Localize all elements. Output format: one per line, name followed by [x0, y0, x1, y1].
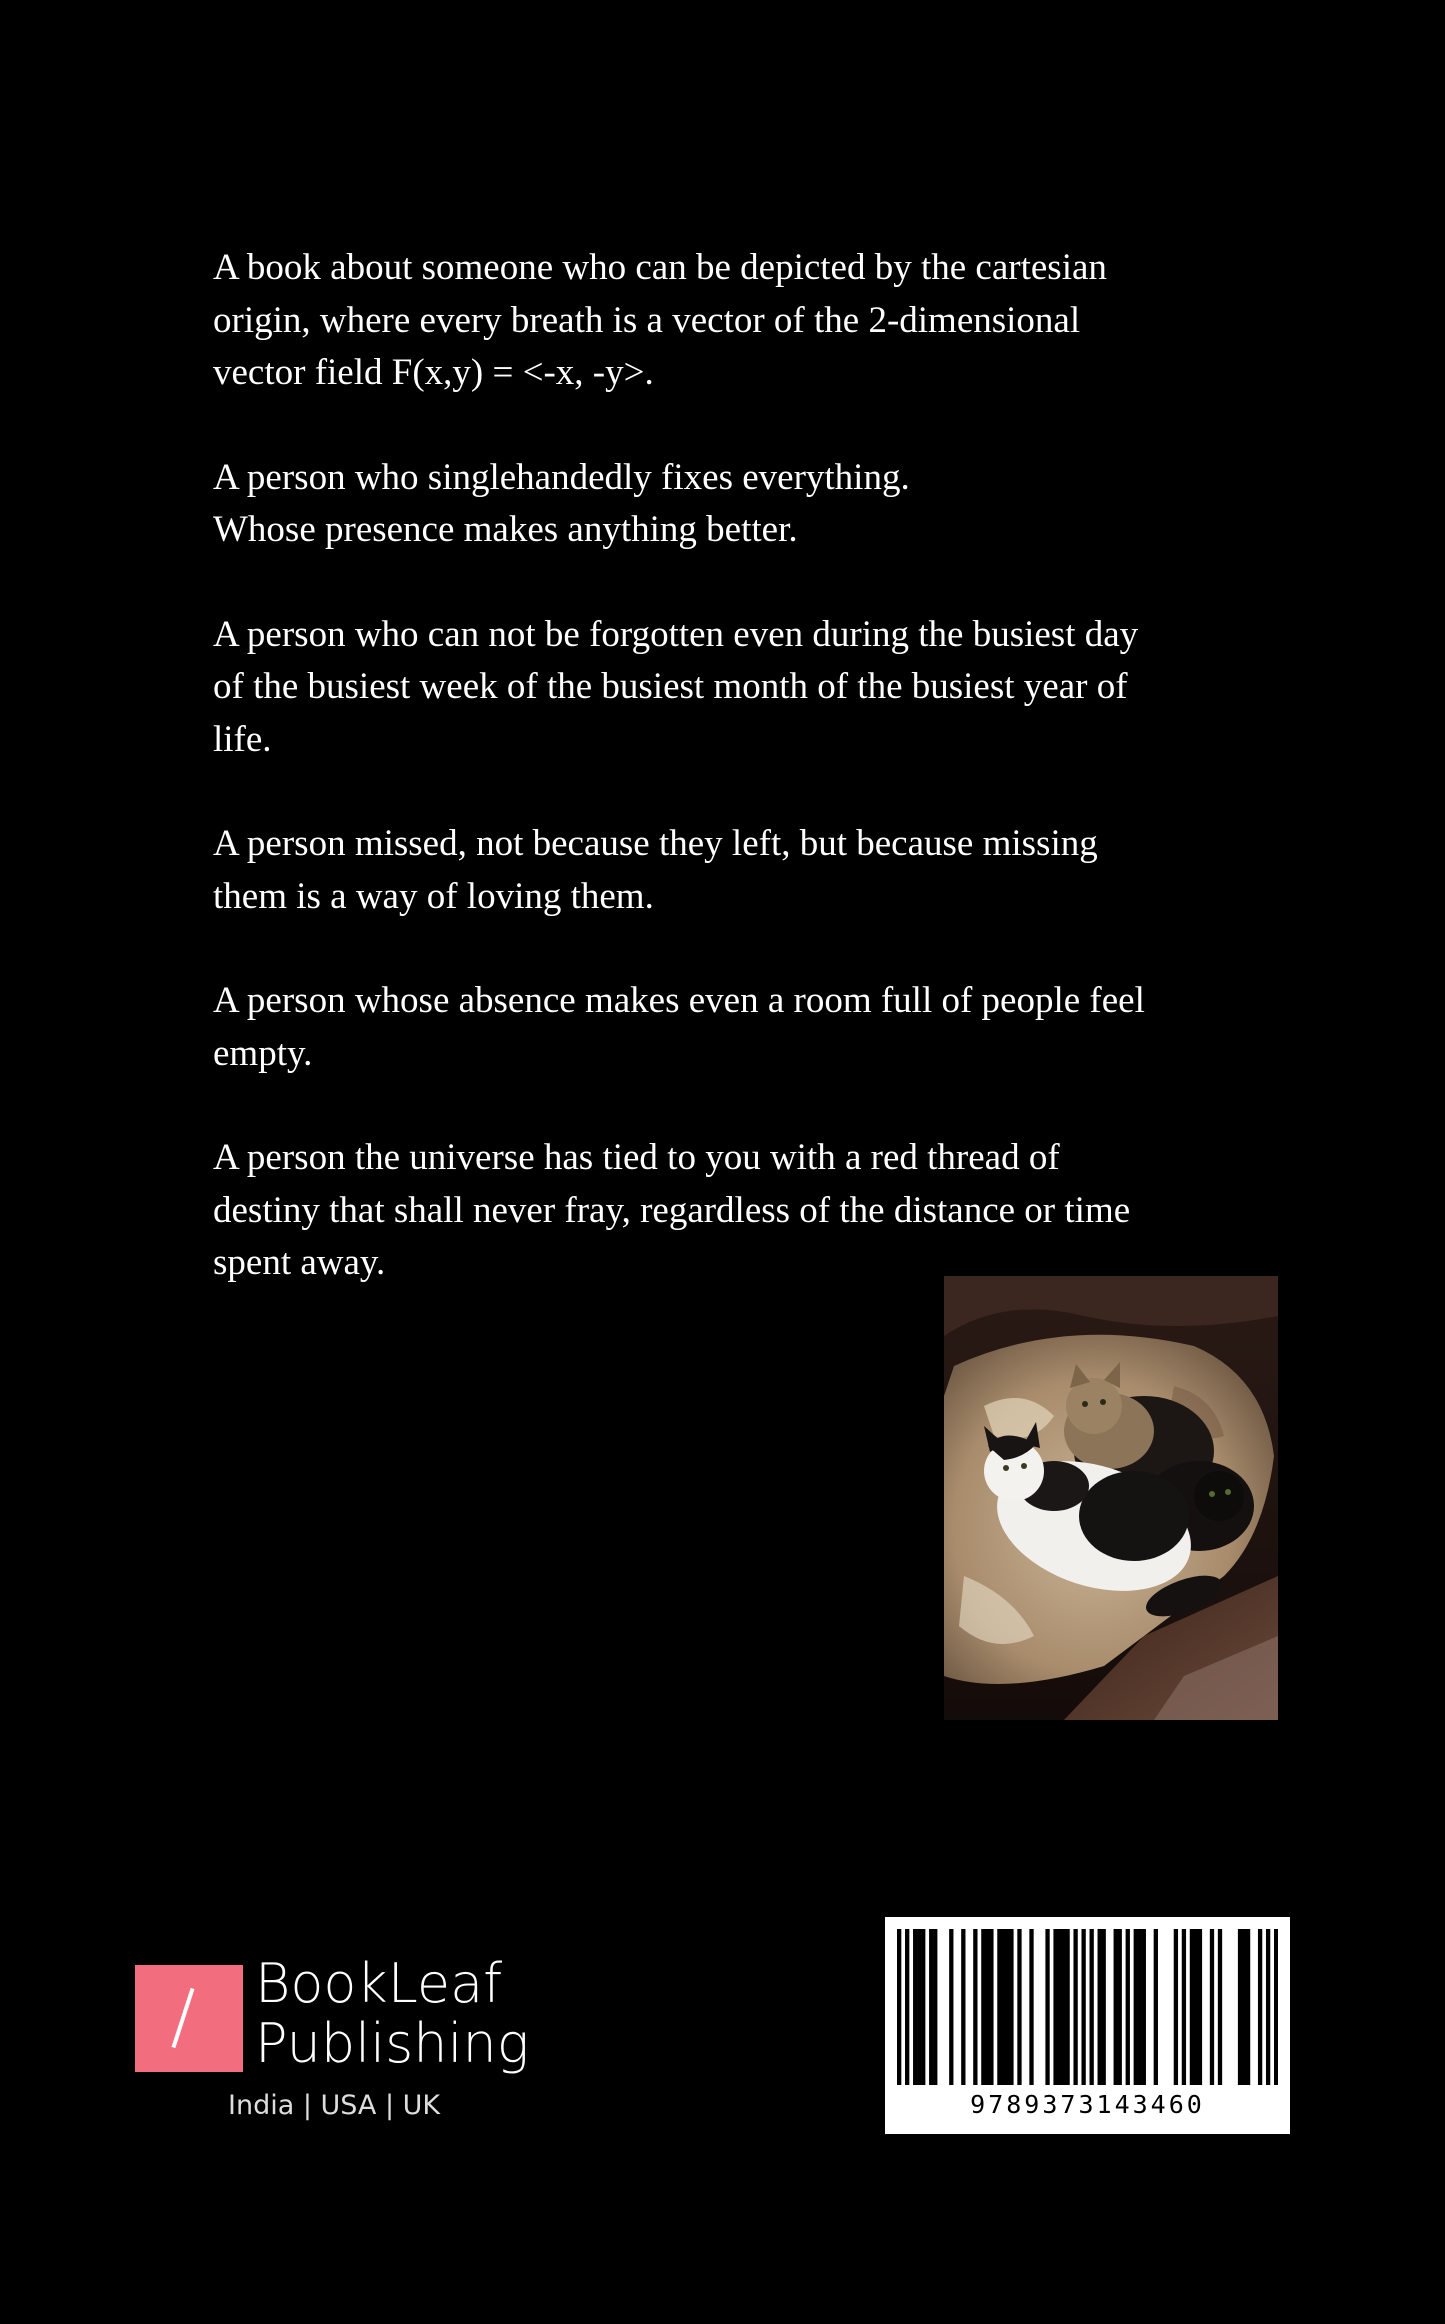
slash-icon	[172, 1988, 195, 2048]
barcode-bar	[1090, 1929, 1094, 2085]
barcode-bar	[929, 1929, 933, 2085]
blurb-paragraph-2: A person who singlehandedly fixes everything. Whose presence makes anything better.	[213, 456, 910, 550]
barcode-bar	[1118, 1929, 1122, 2085]
barcode-bar	[921, 1929, 925, 2085]
barcode-bar	[985, 1929, 989, 2085]
barcode-bar	[961, 1929, 965, 2085]
barcode-bar	[989, 1929, 993, 2085]
barcode-bar	[1102, 1929, 1106, 2085]
barcode-bar	[997, 1929, 1001, 2085]
barcode-bar	[1210, 1929, 1214, 2085]
logo-mark	[135, 1965, 243, 2072]
blurb-paragraph-1: A book about someone who can be depicted by the cartesian origin, where every breath is a vector of the 2-dimensional vector field F(x,y) = <-x, -y>.	[213, 247, 1107, 393]
publisher-name	[255, 1954, 529, 2074]
barcode-bar	[1242, 1929, 1246, 2085]
back-cover-blurb	[213, 242, 1233, 1342]
barcode-bar	[1029, 1929, 1033, 2085]
publisher-logo	[135, 1952, 555, 2132]
barcode-bar	[981, 1929, 985, 2085]
barcode-bar	[1258, 1929, 1262, 2085]
barcode-bar	[1065, 1929, 1069, 2085]
barcode-bars	[897, 1929, 1278, 2085]
blurb-paragraph-4: A person missed, not because they left, but because missing them is a way of loving them.	[213, 823, 1098, 917]
cats-photo	[944, 1276, 1278, 1720]
barcode-bar	[1182, 1929, 1186, 2085]
barcode-bar	[1017, 1929, 1021, 2085]
barcode-bar	[897, 1929, 901, 2085]
barcode-bar	[1114, 1929, 1118, 2085]
isbn-barcode	[885, 1917, 1290, 2134]
barcode-bar	[1061, 1929, 1065, 2085]
barcode-bar	[1009, 1929, 1013, 2085]
barcode-bar	[1190, 1929, 1194, 2085]
barcode-bar	[1198, 1929, 1202, 2085]
isbn-number: 9789373143460	[970, 2090, 1205, 2119]
barcode-bar	[973, 1929, 977, 2085]
barcode-bar	[913, 1929, 917, 2085]
barcode-bar	[1098, 1929, 1102, 2085]
barcode-bar	[1045, 1929, 1049, 2085]
barcode-bar	[917, 1929, 921, 2085]
barcode-bar	[1266, 1929, 1270, 2085]
publisher-name-line-1: BookLeaf	[255, 1952, 503, 2015]
barcode-bar	[1138, 1929, 1142, 2085]
barcode-bar	[949, 1929, 953, 2085]
barcode-bar	[1238, 1929, 1242, 2085]
barcode-bar	[1274, 1929, 1278, 2085]
blurb-paragraph-3: A person who can not be forgotten even during the busiest day of the busiest week of the busiest month of the busiest year of life.	[213, 613, 1139, 760]
publisher-regions: India | USA | UK	[228, 2090, 441, 2121]
barcode-bar	[1174, 1929, 1178, 2085]
barcode-bar	[1005, 1929, 1009, 2085]
barcode-bar	[1246, 1929, 1250, 2085]
barcode-bar	[933, 1929, 937, 2085]
barcode-bar	[1073, 1929, 1077, 2085]
barcode-bar	[1194, 1929, 1198, 2085]
barcode-bar	[1081, 1929, 1085, 2085]
barcode-bar	[1126, 1929, 1130, 2085]
barcode-bar	[905, 1929, 909, 2085]
cats-photo-illustration	[944, 1276, 1278, 1720]
publisher-name-line-2: Publishing	[255, 2012, 530, 2075]
barcode-bar	[1134, 1929, 1138, 2085]
barcode-bar	[1057, 1929, 1061, 2085]
blurb-paragraph-5: A person whose absence makes even a room full of people feel empty.	[213, 980, 1145, 1074]
barcode-bar	[1001, 1929, 1005, 2085]
blurb-paragraph-6: A person the universe has tied to you with a red thread of destiny that shall never fray, regardless of the distance or time spent away.	[213, 1137, 1131, 1283]
barcode-bar	[1142, 1929, 1146, 2085]
barcode-bar	[1053, 1929, 1057, 2085]
barcode-bar	[1218, 1929, 1222, 2085]
barcode-bar	[1154, 1929, 1158, 2085]
